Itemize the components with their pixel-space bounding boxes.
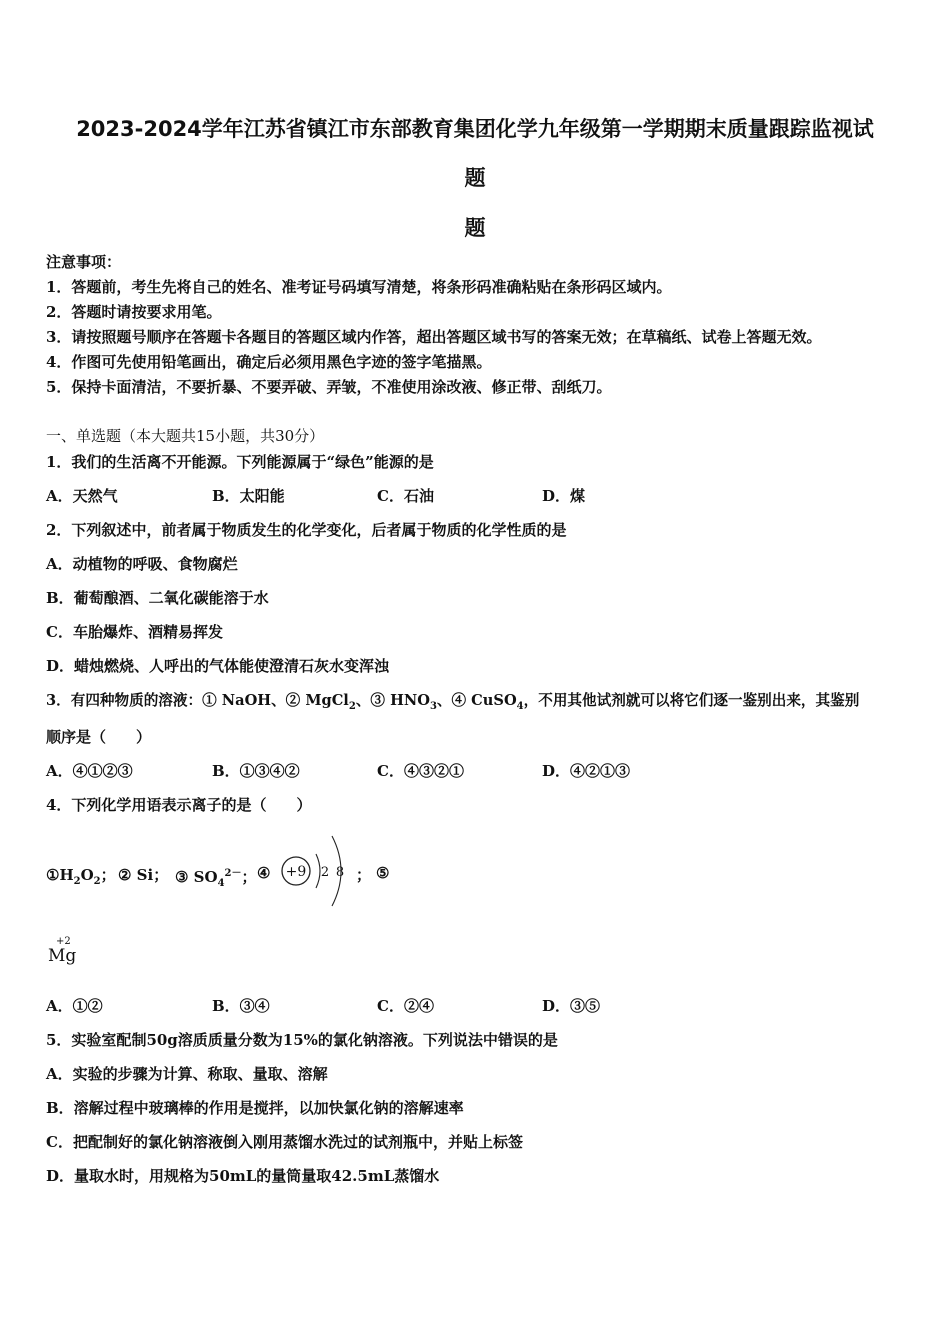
q3-sub-b: 3 — [429, 700, 437, 712]
q3-stem-line2: 顺序是（ ） — [46, 728, 152, 746]
exam-title-line1: 2023-2024学年江苏省镇江市东部教育集团化学九年级第一学期期末质量跟踪监视试 — [76, 117, 874, 141]
q5-option-a: A．实验的步骤为计算、称取、量取、溶解 — [46, 1065, 328, 1083]
q3-stem-part-d: ，不用其他试剂就可以将它们逐一鉴别出来，其鉴别 — [523, 692, 860, 709]
q5-option-b: B．溶解过程中玻璃棒的作用是搅拌，以加快氯化钠的溶解速率 — [46, 1099, 464, 1117]
nucleus-charge: +9 — [285, 864, 307, 880]
q4-item-3-so: ③ SO — [175, 868, 218, 886]
q3-sub-c: 4 — [516, 700, 524, 712]
q5-stem: 5．实验室配制50g溶质质量分数为15%的氯化钠溶液。下列说法中错误的是 — [46, 1031, 558, 1049]
q4-item-5: ⑤ — [376, 864, 390, 882]
q4-item-1 — [46, 864, 116, 887]
q2-option-b: B．葡萄酿酒、二氧化碳能溶于水 — [46, 589, 269, 607]
notice-item-3: 3．请按照题号顺序在答题卡各题目的答题区域内作答，超出答题区域书写的答案无效；在草稿纸、试卷上答题无效。 — [46, 328, 822, 346]
notice-heading: 注意事项： — [46, 253, 122, 271]
q1-stem: 1．我们的生活离不开能源。下列能源属于“绿色”能源的是 — [46, 453, 434, 471]
q4-item-4: ④ — [257, 864, 271, 882]
q1-option-b: B．太阳能 — [212, 487, 285, 505]
q4-item-3 — [175, 864, 257, 889]
atom-structure-diagram — [278, 828, 350, 912]
q4-item-1-o: O — [80, 866, 94, 884]
q3-stem-part-c: 、④ CuSO — [436, 692, 517, 709]
notice-item-5: 5．保持卡面清洁，不要折暴、不要弄破、弄皱，不准使用涂改液、修正带、刮纸刀。 — [46, 378, 612, 396]
q4-item-3-end: ； — [241, 868, 257, 886]
q2-option-a: A．动植物的呼吸、食物腐烂 — [46, 555, 238, 573]
q4-item-2: ② Si； — [118, 866, 169, 884]
section-heading: 一、单选题（本大题共15小题，共30分） — [46, 427, 325, 445]
q2-option-c: C．车胎爆炸、酒精易挥发 — [46, 623, 223, 641]
shell-1-electrons: 2 — [320, 865, 330, 880]
q4-item-1-sub2: 2 — [93, 876, 101, 887]
q4-item-1-sub1: 2 — [73, 876, 81, 887]
notice-item-2: 2．答题时请按要求用笔。 — [46, 303, 222, 321]
q4-item-3-sup: 2－ — [224, 868, 242, 879]
q3-option-c: C．④③②① — [377, 762, 464, 780]
q5-option-c: C．把配制好的氯化钠溶液倒入刚用蒸馏水洗过的试剂瓶中，并贴上标签 — [46, 1133, 523, 1151]
shell-2-electrons: 8 — [335, 865, 345, 880]
q3-stem-part-a: 3．有四种物质的溶液：① NaOH、② MgCl — [46, 692, 349, 709]
q2-option-d: D．蜡烛燃烧、人呼出的气体能使澄清石灰水变浑浊 — [46, 657, 390, 675]
exam-title-line3: 题 — [464, 216, 486, 240]
q4-option-c: C．②④ — [377, 997, 434, 1015]
q4-option-d: D．③⑤ — [542, 997, 601, 1015]
q4-item-4-end: ； — [356, 866, 372, 884]
exam-title-line2: 题 — [464, 166, 486, 190]
q4-item-1-h: ①H — [46, 866, 74, 884]
q3-stem-part-b: 、③ HNO — [355, 692, 430, 709]
q5-option-d: D．量取水时，用规格为50mL的量筒量取42.5mL蒸馏水 — [46, 1167, 440, 1185]
q4-item-3-sub: 4 — [217, 878, 225, 889]
q4-item-1-end: ； — [100, 866, 116, 884]
notice-item-4: 4．作图可先使用铅笔画出，确定后必须用黑色字迹的签字笔描黑。 — [46, 353, 492, 371]
q4-option-a: A．①② — [46, 997, 103, 1015]
mg-charge: +2 — [56, 936, 71, 947]
mg-symbol: Mg — [48, 946, 77, 966]
q1-option-d: D．煤 — [542, 487, 586, 505]
q3-sub-a: 2 — [348, 700, 356, 712]
q3-option-d: D．④②①③ — [542, 762, 631, 780]
q1-option-a: A．天然气 — [46, 487, 118, 505]
q3-stem — [46, 689, 859, 712]
electron-shell-arc-1 — [316, 854, 320, 888]
notice-item-1: 1．答题前，考生先将自己的姓名、准考证号码填写清楚，将条形码准确粘贴在条形码区域内。 — [46, 278, 672, 296]
q1-option-c: C．石油 — [377, 487, 434, 505]
q4-stem: 4．下列化学用语表示离子的是（ ） — [46, 796, 312, 814]
q3-option-b: B．①③④② — [212, 762, 300, 780]
q3-option-a: A．④①②③ — [46, 762, 133, 780]
q2-stem: 2．下列叙述中，前者属于物质发生的化学变化，后者属于物质的化学性质的是 — [46, 521, 567, 539]
q4-option-b: B．③④ — [212, 997, 270, 1015]
